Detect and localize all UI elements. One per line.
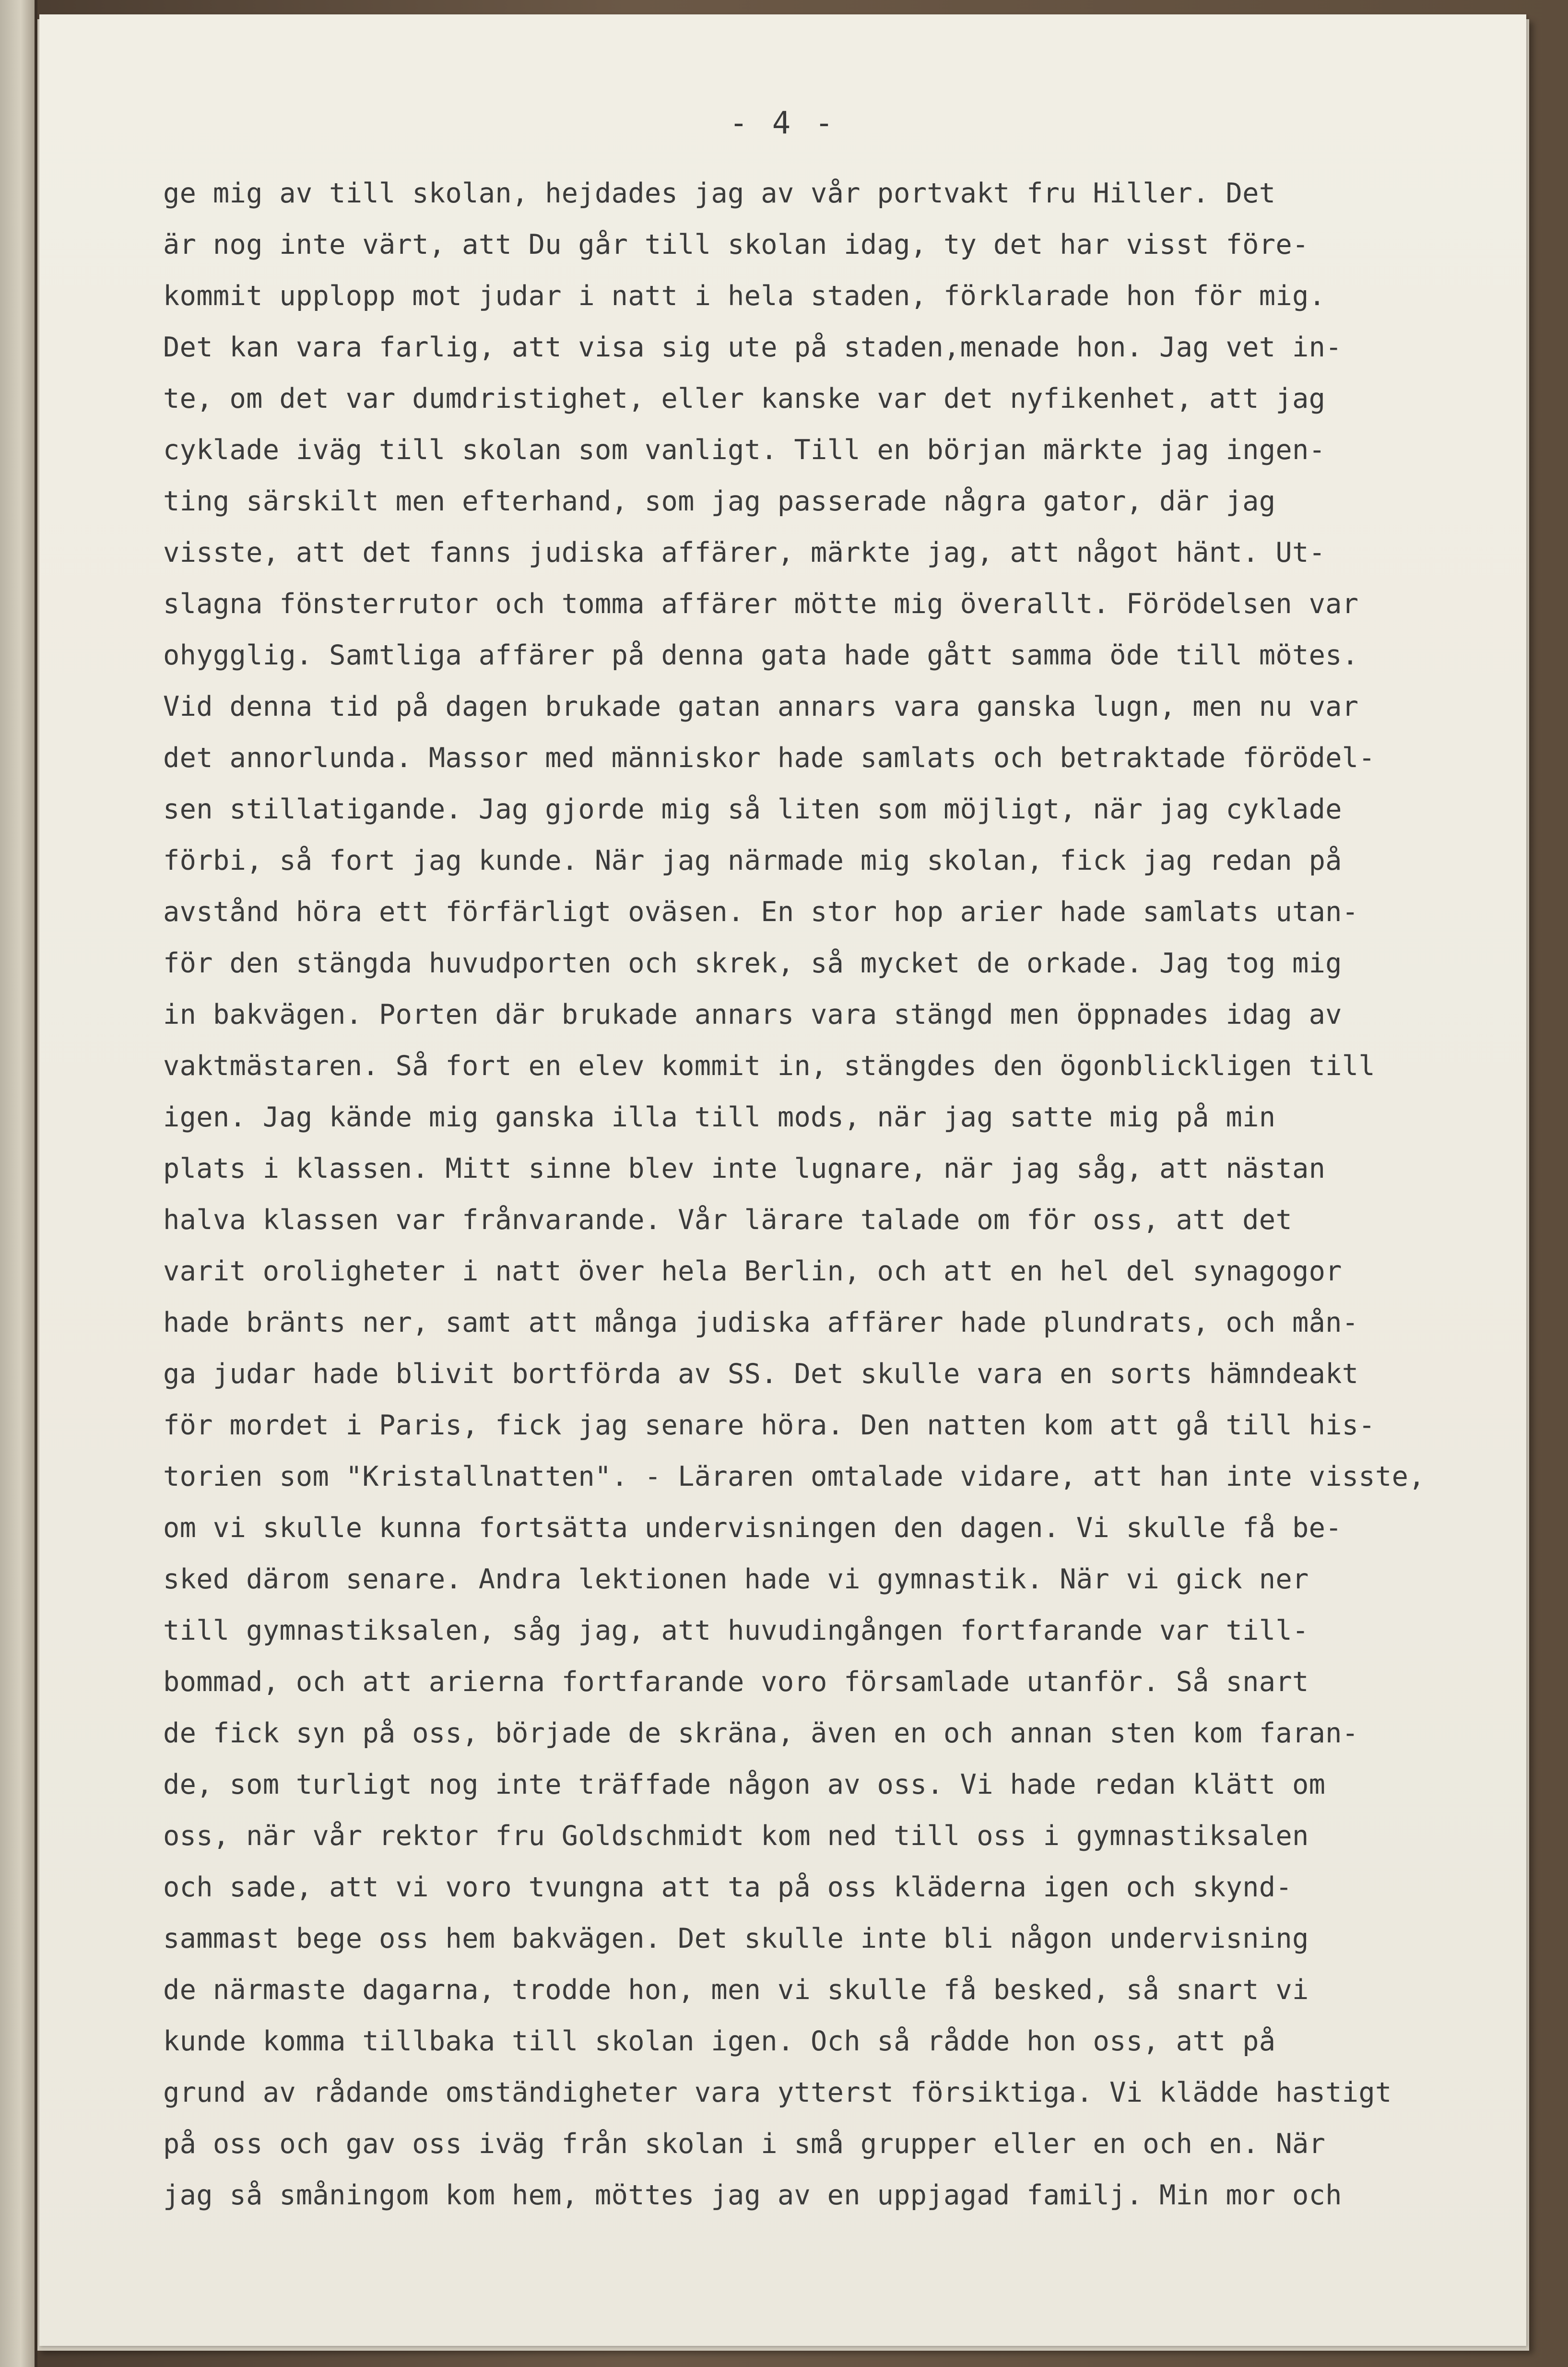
text-line: igen. Jag kände mig ganska illa till mods, när jag satte mig på min xyxy=(163,1101,1276,1133)
text-line: sen stillatigande. Jag gjorde mig så liten som möjligt, när jag cyklade xyxy=(163,793,1342,825)
text-line: grund av rådande omständigheter vara ytterst försiktiga. Vi klädde hastigt xyxy=(163,2077,1392,2108)
text-line: slagna fönsterrutor och tomma affärer mötte mig överallt. Förödelsen var xyxy=(163,588,1359,620)
text-line: ting särskilt men efterhand, som jag passerade några gator, där jag xyxy=(163,485,1276,517)
text-line: sked därom senare. Andra lektionen hade vi gymnastik. När vi gick ner xyxy=(163,1563,1309,1595)
text-line: de, som turligt nog inte träffade någon av oss. Vi hade redan klätt om xyxy=(163,1769,1326,1800)
text-line: vaktmästaren. Så fort en elev kommit in, stängdes den ögonblickligen till xyxy=(163,1050,1376,1082)
text-line: och sade, att vi voro tvungna att ta på oss kläderna igen och skynd- xyxy=(163,1871,1292,1903)
document-page xyxy=(39,14,1526,2346)
text-line: ga judar hade blivit bortförda av SS. Det skulle vara en sorts hämndeakt xyxy=(163,1358,1359,1390)
text-line: Det kan vara farlig, att visa sig ute på staden,menade hon. Jag vet in- xyxy=(163,331,1342,363)
text-line: kunde komma tillbaka till skolan igen. Och så rådde hon oss, att på xyxy=(163,2025,1276,2057)
text-line: cyklade iväg till skolan som vanligt. Till en början märkte jag ingen- xyxy=(163,434,1326,466)
text-line: jag så småningom kom hem, möttes jag av en uppjagad familj. Min mor och xyxy=(163,2179,1342,2211)
text-line: te, om det var dumdristighet, eller kanske var det nyfikenhet, att jag xyxy=(163,383,1326,414)
text-line: torien som "Kristallnatten". - Läraren omtalade vidare, att han inte visste, xyxy=(163,1461,1425,1492)
text-line: för mordet i Paris, fick jag senare höra. Den natten kom att gå till his- xyxy=(163,1409,1376,1441)
text-line: förbi, så fort jag kunde. När jag närmade mig skolan, fick jag redan på xyxy=(163,845,1342,876)
text-line: om vi skulle kunna fortsätta undervisningen den dagen. Vi skulle få be- xyxy=(163,1512,1342,1544)
text-line: på oss och gav oss iväg från skolan i små grupper eller en och en. När xyxy=(163,2128,1326,2160)
text-line: halva klassen var frånvarande. Vår lärare talade om för oss, att det xyxy=(163,1204,1292,1236)
text-line: plats i klassen. Mitt sinne blev inte lugnare, när jag såg, att nästan xyxy=(163,1153,1326,1184)
text-line: ge mig av till skolan, hejdades jag av vår portvakt fru Hiller. Det xyxy=(163,178,1276,209)
text-line: kommit upplopp mot judar i natt i hela staden, förklarade hon för mig. xyxy=(163,280,1326,312)
text-line: varit oroligheter i natt över hela Berlin, och att en hel del synagogor xyxy=(163,1255,1342,1287)
text-line: ohygglig. Samtliga affärer på denna gata hade gått samma öde till mötes. xyxy=(163,639,1359,671)
text-line: hade bränts ner, samt att många judiska affärer hade plundrats, och mån- xyxy=(163,1307,1359,1338)
text-line: sammast bege oss hem bakvägen. Det skulle inte bli någon undervisning xyxy=(163,1923,1309,1954)
text-line: är nog inte värt, att Du går till skolan idag, ty det har visst före- xyxy=(163,229,1309,260)
facing-page-edge xyxy=(0,0,37,2367)
page-number: - 4 - xyxy=(729,106,837,141)
text-line: visste, att det fanns judiska affärer, märkte jag, att något hänt. Ut- xyxy=(163,537,1326,568)
text-line: in bakvägen. Porten där brukade annars vara stängd men öppnades idag av xyxy=(163,999,1342,1030)
text-line: till gymnastiksalen, såg jag, att huvudingången fortfarande var till- xyxy=(163,1615,1309,1646)
text-line: Vid denna tid på dagen brukade gatan annars vara ganska lugn, men nu var xyxy=(163,691,1359,722)
text-line: de fick syn på oss, började de skräna, även en och annan sten kom faran- xyxy=(163,1717,1359,1749)
text-line: oss, när vår rektor fru Goldschmidt kom ned till oss i gymnastiksalen xyxy=(163,1820,1309,1852)
text-line: för den stängda huvudporten och skrek, så mycket de orkade. Jag tog mig xyxy=(163,947,1342,979)
text-line: bommad, och att arierna fortfarande voro församlade utanför. Så snart xyxy=(163,1666,1309,1698)
text-line: avstånd höra ett förfärligt oväsen. En stor hop arier hade samlats utan- xyxy=(163,896,1359,928)
body-text xyxy=(163,168,1506,2221)
text-line: det annorlunda. Massor med människor hade samlats och betraktade förödel- xyxy=(163,742,1376,774)
text-line: de närmaste dagarna, trodde hon, men vi skulle få besked, så snart vi xyxy=(163,1974,1309,2006)
